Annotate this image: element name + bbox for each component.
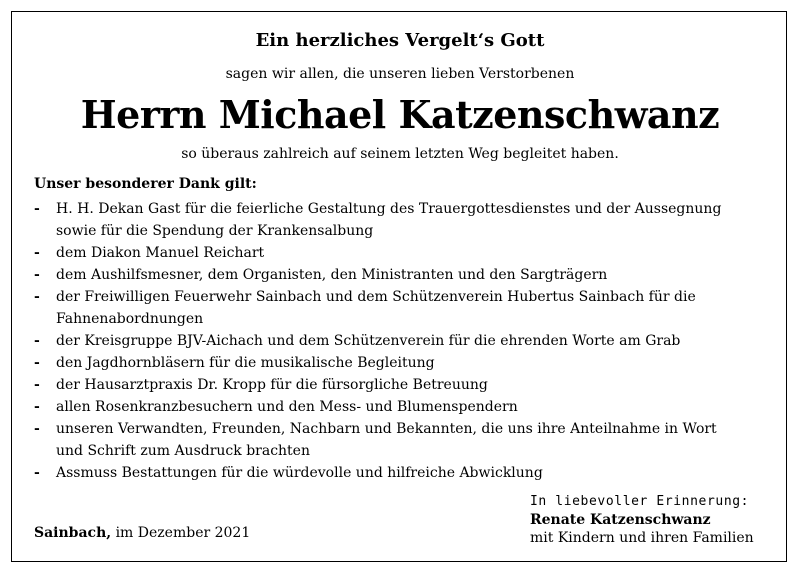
dash-bullet: -: [34, 421, 40, 437]
list-item: - dem Aushilfsmesner, dem Organisten, den Ministranten und den Sargträgern: [34, 264, 774, 286]
list-item: - der Freiwilligen Feuerwehr Sainbach und dem Schützenverein Hubertus Sainbach für die: [34, 286, 774, 308]
place-date: [34, 525, 250, 541]
list-item-continuation: sowie für die Spendung der Krankensalbung: [56, 223, 374, 239]
list-item: - der Kreisgruppe BJV-Aichach und dem Schützenverein für die ehrenden Worte am Grab: [34, 330, 774, 352]
list-item: - allen Rosenkranzbesuchern und den Mess- und Blumenspendern: [34, 396, 774, 418]
list-item: - der Hausarztpraxis Dr. Kropp für die fürsorgliche Betreuung: [34, 374, 774, 396]
thanks-list: [34, 198, 774, 484]
list-item: - dem Diakon Manuel Reichart: [34, 242, 774, 264]
dash-bullet: -: [34, 399, 40, 415]
dash-bullet: -: [34, 333, 40, 349]
memory-line: In liebevoller Erinnerung:: [530, 494, 750, 509]
notice-heading: Ein herzliches Vergelt‘s Gott: [255, 30, 545, 51]
list-item: - unseren Verwandten, Freunden, Nachbarn und Bekannten, die uns ihre Anteilnahme in Wort: [34, 418, 774, 440]
dash-bullet: -: [34, 267, 40, 283]
dash-bullet: -: [34, 201, 40, 217]
dash-bullet: -: [34, 465, 40, 481]
dash-bullet: -: [34, 245, 40, 261]
place: Sainbach,: [34, 525, 112, 541]
list-item: - Assmuss Bestattungen für die würdevolle und hilfreiche Abwicklung: [34, 462, 774, 484]
thanks-title: Unser besonderer Dank gilt:: [34, 176, 257, 192]
deceased-name: Herrn Michael Katzenschwanz: [80, 92, 720, 137]
intro-line-2: so überaus zahlreich auf seinem letzten Weg begleitet haben.: [181, 146, 619, 162]
intro-line: sagen wir allen, die unseren lieben Verstorbenen: [225, 66, 575, 82]
date: im Dezember 2021: [115, 525, 251, 541]
signature-block: [530, 493, 754, 547]
dash-bullet: -: [34, 289, 40, 305]
list-item-continuation: Fahnenabordnungen: [56, 311, 204, 327]
signer-name: Renate Katzenschwanz: [530, 512, 711, 528]
signer-family: mit Kindern und ihren Familien: [530, 530, 754, 546]
dash-bullet: -: [34, 377, 40, 393]
list-item: - H. H. Dekan Gast für die feierliche Gestaltung des Trauergottesdienstes und der Aussegnung: [34, 198, 774, 220]
list-item: - den Jagdhornbläsern für die musikalische Begleitung: [34, 352, 774, 374]
dash-bullet: -: [34, 355, 40, 371]
list-item-continuation: und Schrift zum Ausdruck brachten: [56, 443, 310, 459]
